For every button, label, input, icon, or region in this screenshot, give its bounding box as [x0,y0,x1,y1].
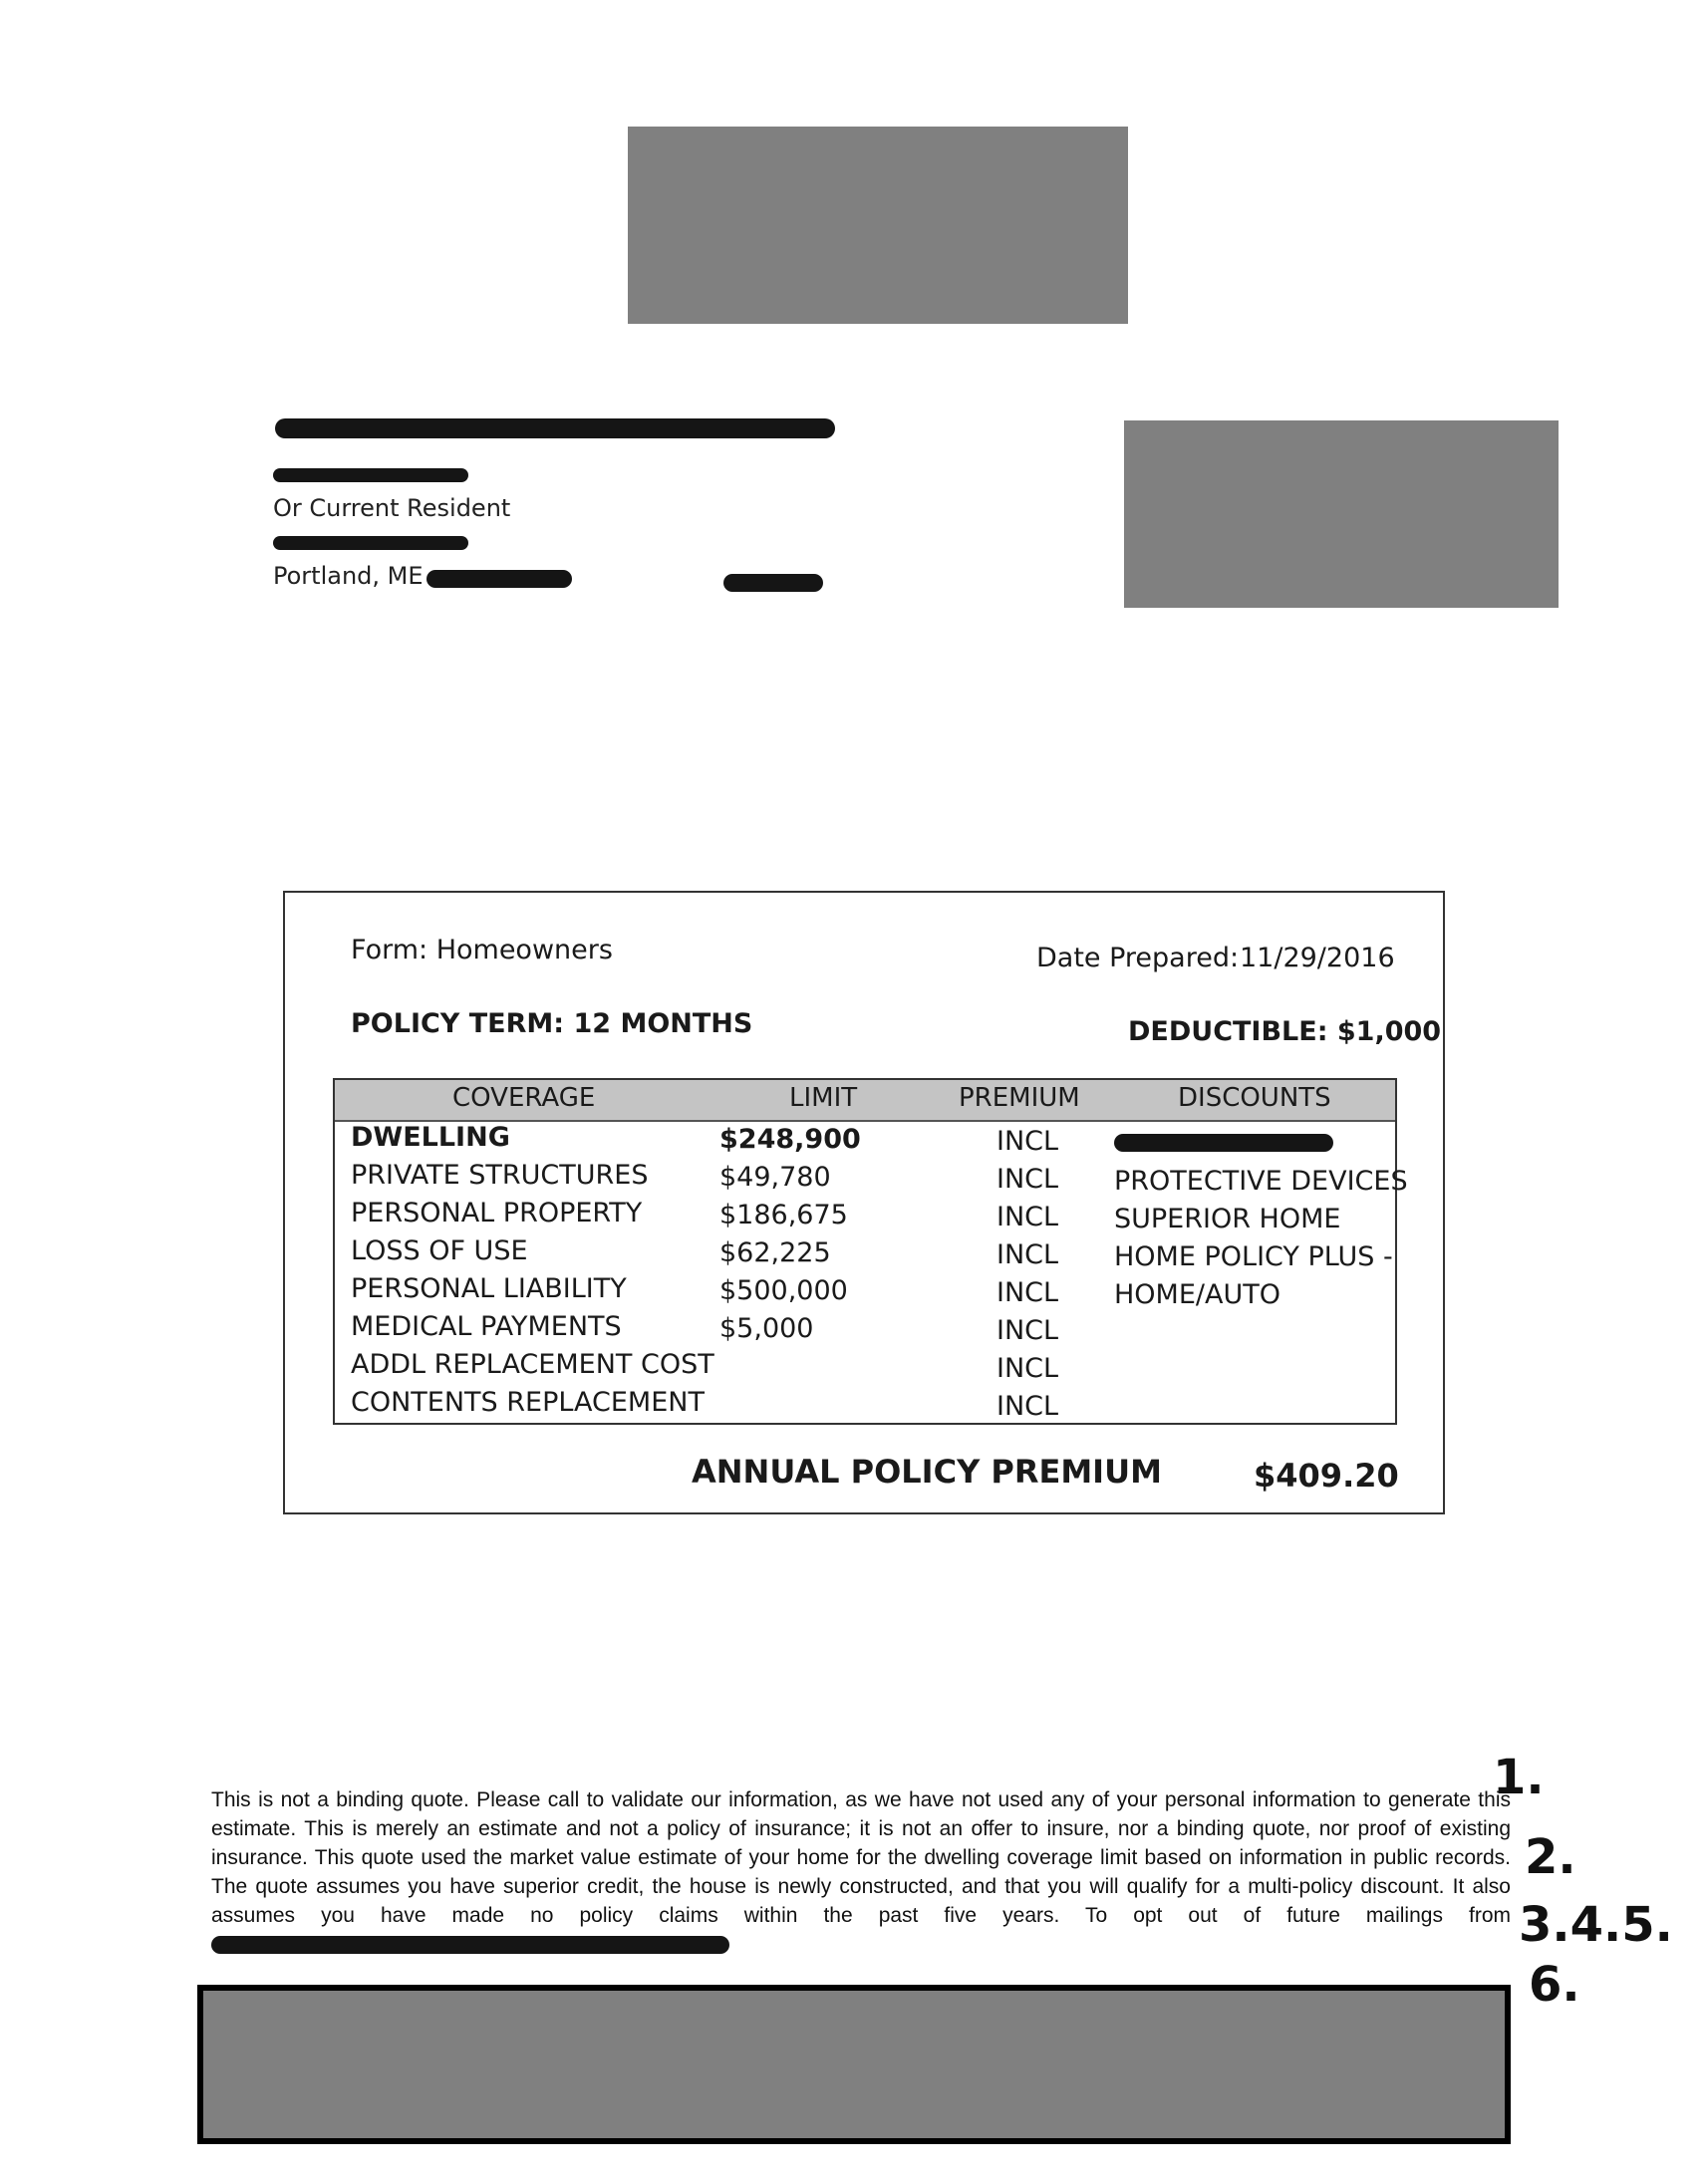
coverage-name: MEDICAL PAYMENTS [351,1311,622,1342]
form-type: Form: Homeowners [351,935,613,965]
redacted-logo-block [628,127,1128,324]
coverage-name: CONTENTS REPLACEMENT [351,1387,705,1418]
annual-premium-label: ANNUAL POLICY PREMIUM [692,1453,1162,1491]
coverage-name: ADDL REPLACEMENT COST [351,1349,714,1380]
handwritten-number: 2. [1525,1829,1576,1885]
date-prepared-label: Date Prepared: [1036,943,1240,973]
policy-term: POLICY TERM: 12 MONTHS [351,1008,753,1039]
discount-item: HOME/AUTO [1114,1279,1280,1310]
coverage-premium: INCL [996,1353,1059,1384]
coverage-premium: INCL [996,1239,1059,1270]
redacted-name-scribble [275,418,835,438]
deductible: DEDUCTIBLE: $1,000 [1128,1016,1442,1047]
redacted-footer-block [197,1985,1511,2144]
coverage-premium: INCL [996,1315,1059,1346]
disclaimer-text: This is not a binding quote. Please call to validate our information, as we have not used any of your personal information to generate this estimate. This is merely an estimate and not a policy of insurance; it is not an offer to insure, nor a binding quote, nor proof of existing insurance. This quote used the market value estimate of your home for the dwelling coverage limit based on information in public records. The quote assumes you have superior credit, the house is newly constructed, and that you will qualify for a multi-policy discount. It also assumes you have made no policy claims within the past five years. To opt out of future mailings from [211,1788,1511,1927]
discount-item: HOME POLICY PLUS - [1114,1241,1393,1272]
quote-summary-box [283,891,1445,1514]
date-prepared-value: 11/29/2016 [1240,943,1395,973]
handwritten-number: 1. [1493,1750,1545,1805]
header-limit: LIMIT [789,1083,858,1113]
coverage-name: PERSONAL PROPERTY [351,1198,643,1228]
coverage-name: DWELLING [351,1122,510,1153]
coverage-premium: INCL [996,1202,1059,1232]
coverage-premium: INCL [996,1164,1059,1195]
coverage-premium: INCL [996,1391,1059,1422]
annual-premium-value: $409.20 [1254,1457,1399,1495]
coverage-limit: $500,000 [719,1275,848,1306]
coverage-limit: $62,225 [719,1237,831,1268]
coverage-name: PERSONAL LIABILITY [351,1273,627,1304]
header-discounts: DISCOUNTS [1178,1083,1331,1113]
header-premium: PREMIUM [959,1083,1080,1113]
coverage-limit: $186,675 [719,1200,848,1230]
coverage-table [333,1078,1408,1425]
handwritten-number: 3.4.5. [1519,1897,1673,1953]
coverage-premium: INCL [996,1126,1059,1157]
redacted-zip-scribble [426,570,572,588]
resident-line: Or Current Resident [273,494,511,522]
table-header [335,1080,1395,1122]
redacted-discount-scribble [1114,1134,1333,1152]
redacted-company-scribble [211,1936,729,1954]
coverage-limit: $248,900 [719,1124,861,1155]
handwritten-number: 6. [1529,1957,1580,2013]
redacted-street-scribble [273,536,468,550]
coverage-limit: $49,780 [719,1162,831,1193]
discount-item: PROTECTIVE DEVICES [1114,1166,1408,1197]
coverage-limit: $5,000 [719,1313,814,1344]
coverage-name: LOSS OF USE [351,1235,528,1266]
discount-item: SUPERIOR HOME [1114,1204,1341,1234]
redacted-line-scribble [273,468,468,482]
redacted-code-scribble [723,574,823,592]
coverage-name: PRIVATE STRUCTURES [351,1160,649,1191]
header-coverage: COVERAGE [452,1083,596,1113]
city-state: Portland, ME [273,562,424,590]
coverage-premium: INCL [996,1277,1059,1308]
redacted-side-block [1124,420,1559,608]
disclaimer-paragraph [211,1785,1511,1959]
